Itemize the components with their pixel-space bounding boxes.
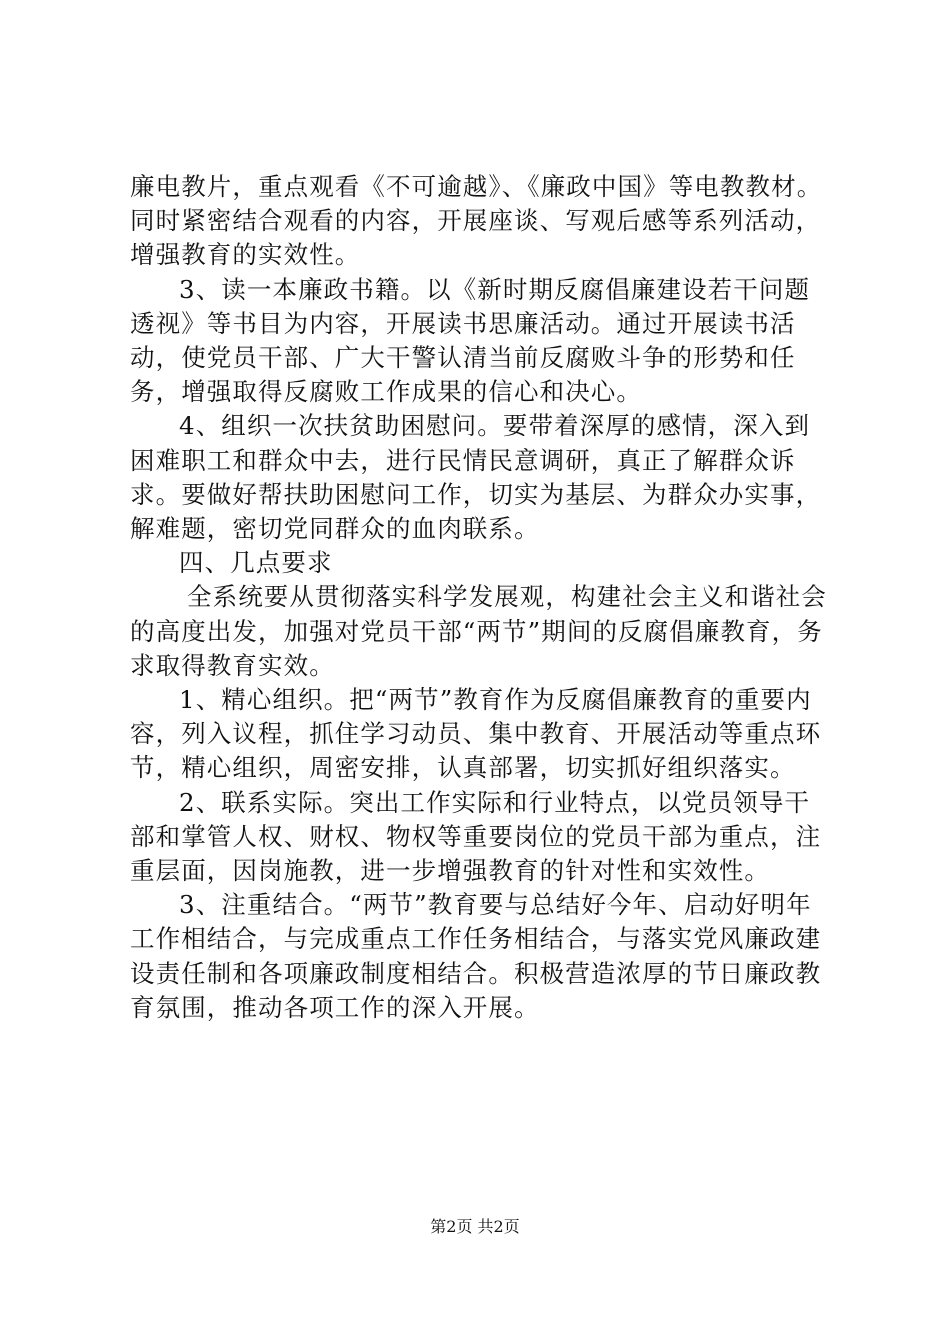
paragraph-item-3-reading: 3、读一本廉政书籍。以《新时期反腐倡廉建设若干问题透视》等书目为内容，开展读书思廉活动。通过开展读书活动，使党员干部、广大干警认清当前反腐败斗争的形势和任务，增强取得反腐败工作成果的信心和决心。 — [130, 274, 811, 407]
paragraph-item-4-poverty-relief: 4、组织一次扶贫助困慰问。要带着深厚的感情，深入到困难职工和群众中去，进行民情民意调研，真正了解群众诉求。要做好帮扶助困慰问工作，切实为基层、为群众办实事，解难题，密切党同群众的血肉联系。 — [130, 411, 822, 544]
page-footer — [0, 1217, 950, 1237]
paragraph-requirement-2: 2、联系实际。突出工作实际和行业特点，以党员领导干部和掌管人权、财权、物权等重要岗位的党员干部为重点，注重层面，因岗施教，进一步增强教育的针对性和实效性。 — [130, 787, 822, 886]
paragraph-requirements-intro: 全系统要从贯彻落实科学发展观，构建社会主义和谐社会的高度出发，加强对党员干部“两节”期间的反腐倡廉教育，务求取得教育实效。 — [130, 582, 827, 680]
section-heading-requirements: 四、几点要求 — [179, 548, 333, 578]
paragraph-requirement-3: 3、注重结合。“两节”教育要与总结好今年、启动好明年工作相结合，与完成重点工作任务相结合，与落实党风廉政建设责任制和各项廉政制度相结合。积极营造浓厚的节日廉政教育氛围，推动各项工作的深入开展。 — [130, 890, 822, 1022]
document-body — [130, 170, 830, 1025]
paragraph-continuation: 廉电教片，重点观看《不可逾越》、《廉政中国》等电教教材。同时紧密结合观看的内容，开展座谈、写观后感等系列活动，增强教育的实效性。 — [130, 172, 823, 270]
paragraph-requirement-1: 1、精心组织。把“两节”教育作为反腐倡廉教育的重要内容，列入议程，抓住学习动员、集中教育、开展活动等重点环节，精心组织，周密安排，认真部署，切实抓好组织落实。 — [130, 685, 822, 783]
page-number-label: 第2页 共2页 — [430, 1217, 520, 1236]
